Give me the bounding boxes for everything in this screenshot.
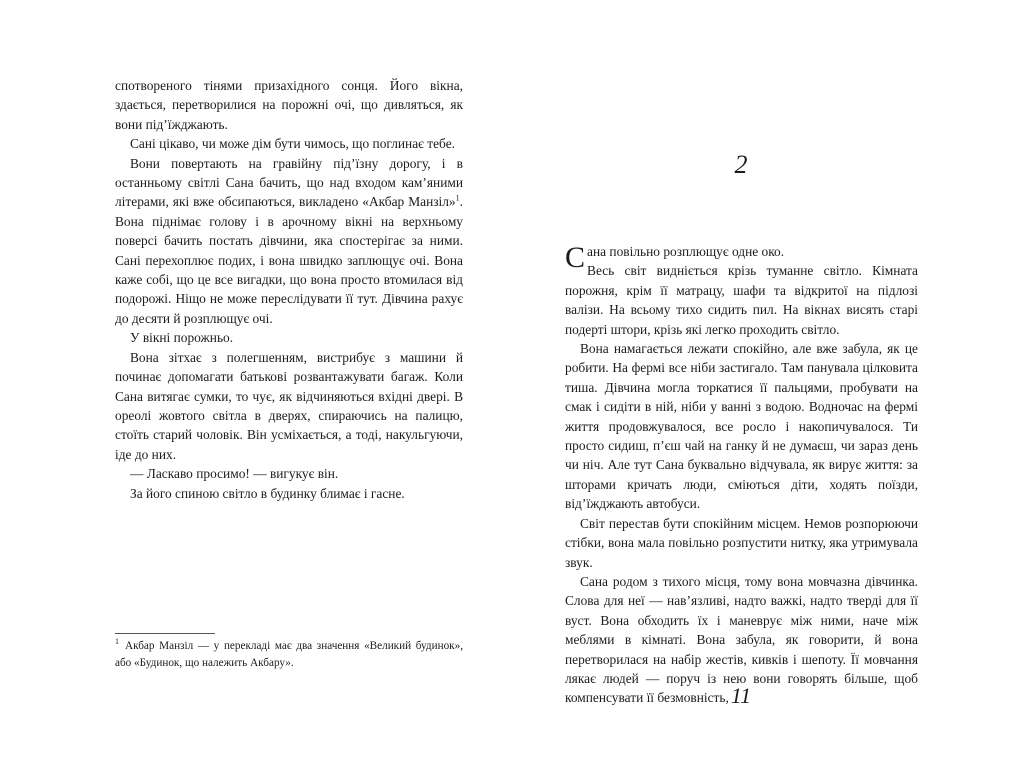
paragraph-text: Вони повертають на гравійну під’їзну дорогу, і в останньому світлі Сана бачить, що над входом кам’яними літерами, які вже обсипаються, викладено «Акбар Манзіл» (115, 155, 463, 210)
right-text-column (565, 242, 918, 708)
right-page (512, 0, 1024, 768)
drop-cap: С (565, 241, 586, 274)
footnote (115, 638, 463, 672)
paragraph-text: ана повільно розплющує одне око. (587, 244, 785, 259)
paragraph: Світ перестав бути спокійним місцем. Немов розпорюючи стібки, вона мала повільно розпустити нитку, яка утримувала звук. (565, 515, 918, 570)
page-number: 11 (730, 683, 752, 708)
left-text-column (115, 76, 463, 503)
paragraph: У вікні порожньо. (130, 330, 234, 346)
footnote-divider (115, 633, 215, 634)
paragraph: спотвореного тінями призахідного сонця. Його вікна, здається, перетворилися на порожні очі, що дивляться, як вони під’їжджають. (115, 78, 463, 132)
paragraph: Сана родом з тихого місця, тому вона мовчазна дівчинка. Слова для неї — нав’язливі, надто важкі, надто тверді для її вуст. Вона обходить їх і маневрує між ними, наче між меблями в кімнаті. Вона забула, як говорити, й вона перетворилася на набір жестів, кивків і шепоту. Її мовчання лякає людей — поруч із нею вони говорять більше, щоб компенсувати її безмовність, (565, 573, 918, 706)
chapter-number: 2 (734, 150, 748, 179)
paragraph: — Ласкаво просимо! — вигукує він. (130, 466, 339, 482)
paragraph (115, 154, 463, 329)
paragraph: Весь світ видніється крізь туманне світло. Кімната порожня, крім її матрацу, шафи та відкритої на підлозі валізи. На всьому тихо сидить пил. На вікнах висять старі подерті штори, крізь які легко проходить світло. (565, 263, 918, 337)
footnote-marker: 1 (115, 637, 119, 647)
footnote-text: Акбар Манзіл — у перекладі має два значення «Великий будинок», або «Будинок, що належить Акбару». (115, 640, 463, 669)
opening-paragraph (565, 241, 918, 274)
paragraph: За його спиною світло в будинку блимає і гасне. (130, 485, 405, 501)
paragraph: Сані цікаво, чи може дім бути чимось, що поглинає тебе. (130, 136, 455, 152)
paragraph-text: . Вона піднімає голову і в арочному вікні на верхньому поверсі бачить постать дівчини, яка спостерігає за ними. Сані перехоплює подих, і вона швидко заплющує очі. Вона каже собі, що це все вигадки, що вона просто втомилася від подорожі. Ніщо не може переслідувати її тут. Дівчина рахує до десяти й розплющує очі. (115, 194, 463, 326)
paragraph: Вона зітхає з полегшенням, вистрибує з машини й починає допомагати батькові розвантажувати багаж. Коли Сана витягає сумки, то чує, як відчиняються вхідні двері. В ореолі жовтого світла в дверях, спираючись на палицю, стоїть старий чоловік. Він усміхається, а тоді, накульгуючи, іде до них. (115, 349, 463, 462)
paragraph: Вона намагається лежати спокійно, але вже забула, як це робити. На фермі все ніби застигало. Там панувала цілковита тиша. Дівчина могла торкатися її пальцями, пробувати на смак і сидіти в ній, ніби у ванні з водою. Водночас на фермі життя продовжувалося, все росло і накопичувалося. Ти просто сидиш, п’єш чай на ганку й не думаєш, чи зараз день чи ніч. Але тут Сана буквально відчувала, як вирує життя: за шторами кричать люди, сміються діти, ходять поїзди, від’їжджають автобуси. (565, 341, 918, 512)
footnote-reference[interactable]: 1 (455, 193, 460, 203)
